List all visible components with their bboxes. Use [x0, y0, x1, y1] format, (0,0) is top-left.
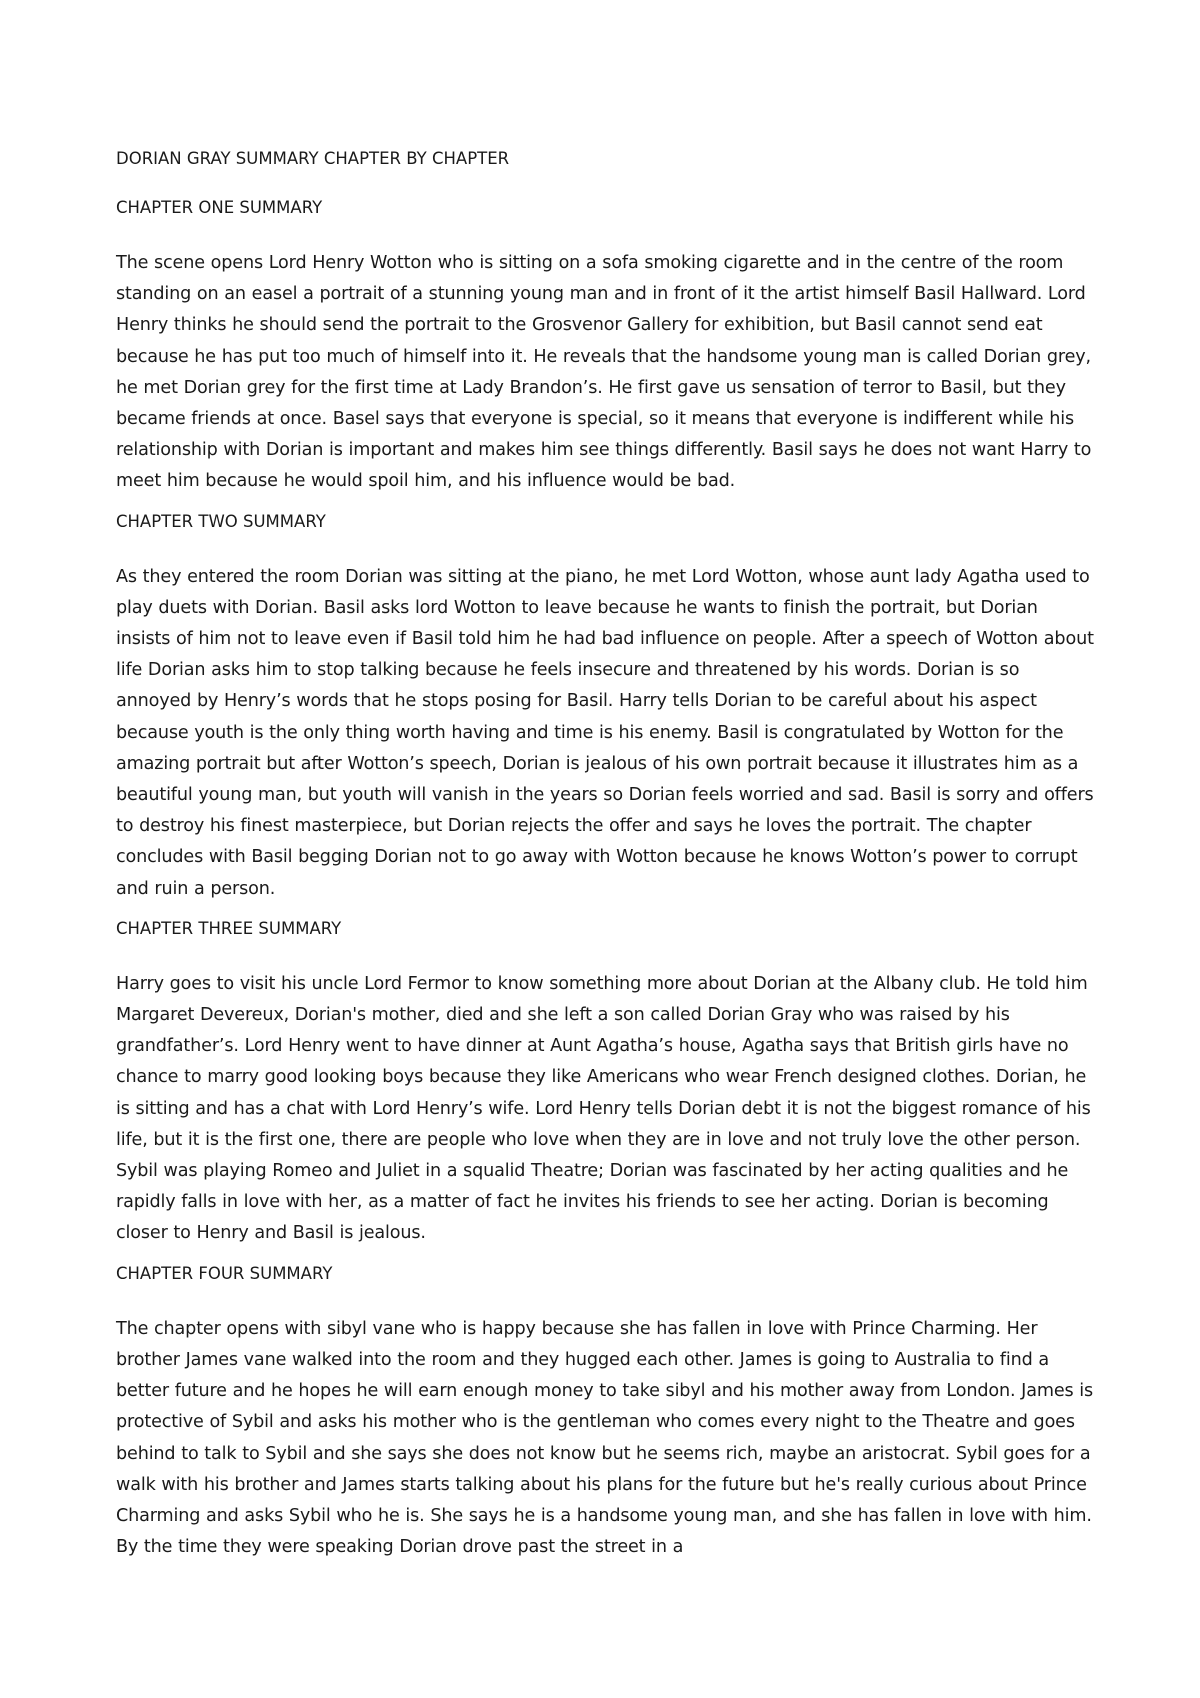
chapter-three-section: [116, 918, 1096, 1250]
chapter-heading: CHAPTER THREE SUMMARY: [116, 918, 342, 938]
chapter-one-section: [116, 197, 1096, 498]
document-content: [116, 148, 1096, 1576]
chapter-paragraph: Harry goes to visit his uncle Lord Fermor to know something more about Dorian at the Albany club. He told him Margaret Devereux, Dorian's mother, died and she left a son called Dorian Gray who was raised by his grandfather’s. Lord Henry went to have dinner at Aunt Agatha’s house, Agatha says that British girls have no chance to marry good looking boys because they like Americans who wear French designed clothes. Dorian, he is sitting and has a chat with Lord Henry’s wife. Lord Henry tells Dorian debt it is not the biggest romance of his life, but it is the first one, there are people who love when they are in love and not truly love the other person. Sybil was playing Romeo and Juliet in a squalid Theatre; Dorian was fascinated by her acting qualities and he rapidly falls in love with her, as a matter of fact he invites his friends to see her acting. Dorian is becoming closer to Henry and Basil is jealous.: [116, 973, 1091, 1244]
chapter-heading: CHAPTER FOUR SUMMARY: [116, 1263, 333, 1283]
chapter-heading: CHAPTER ONE SUMMARY: [116, 198, 323, 217]
chapter-paragraph: The chapter opens with sibyl vane who is happy because she has fallen in love with Prince Charming. Her brother James vane walked into the room and they hugged each other. James is going to Australia to find a better future and he hopes he will earn enough money to take sibyl and his mother away from London. James is protective of Sybil and asks his mother who is the gentleman who comes every night to the Theatre and goes behind to talk to Sybil and she says she does not know but he seems rich, maybe an aristocrat. Sybil goes for a walk with his brother and James starts talking about his plans for the future but he's really curious about Prince Charming and asks Sybil who he is. She says he is a handsome young man, and she has fallen in love with him. By the time they were speaking Dorian drove past the street in a: [116, 1318, 1094, 1558]
document-title: DORIAN GRAY SUMMARY CHAPTER BY CHAPTER: [116, 149, 510, 168]
chapter-paragraph: The scene opens Lord Henry Wotton who is sitting on a sofa smoking cigarette and in the centre of the room standing on an easel a portrait of a stunning young man and in front of it the artist himself Basil Hallward. Lord Henry thinks he should send the portrait to the Grosvenor Gallery for exhibition, but Basil cannot send eat because he has put too much of himself into it. He reveals that the handsome young man is called Dorian grey, he met Dorian grey for the first time at Lady Brandon’s. He first gave us sensation of terror to Basil, but they became friends at once. Basel says that everyone is special, so it means that everyone is indifferent while his relationship with Dorian is important and makes him see things differently. Basil says he does not want Harry to meet him because he would spoil him, and his influence would be bad.: [116, 253, 1092, 492]
chapter-paragraph: As they entered the room Dorian was sitting at the piano, he met Lord Wotton, whose aunt lady Agatha used to play duets with Dorian. Basil asks lord Wotton to leave because he wants to finish the portrait, but Dorian insists of him not to leave even if Basil told him he had bad influence on people. After a speech of Wotton about life Dorian asks him to stop talking because he feels insecure and threatened by his words. Dorian is so annoyed by Henry’s words that he stops posing for Basil. Harry tells Dorian to be careful about his aspect because youth is the only thing worth having and time is his enemy. Basil is congratulated by Wotton for the amazing portrait but after Wotton’s speech, Dorian is jealous of his own portrait because it illustrates him as a beautiful young man, but youth will vanish in the years so Dorian feels worried and sad. Basil is sorry and offers to destroy his finest masterpiece, but Dorian rejects the offer and says he loves the portrait. The chapter concludes with Basil begging Dorian not to go away with Wotton because he knows Wotton’s power to corrupt and ruin a person.: [116, 566, 1094, 899]
chapter-heading: CHAPTER TWO SUMMARY: [116, 511, 326, 531]
chapter-two-section: [116, 511, 1096, 905]
chapter-four-section: [116, 1263, 1096, 1564]
